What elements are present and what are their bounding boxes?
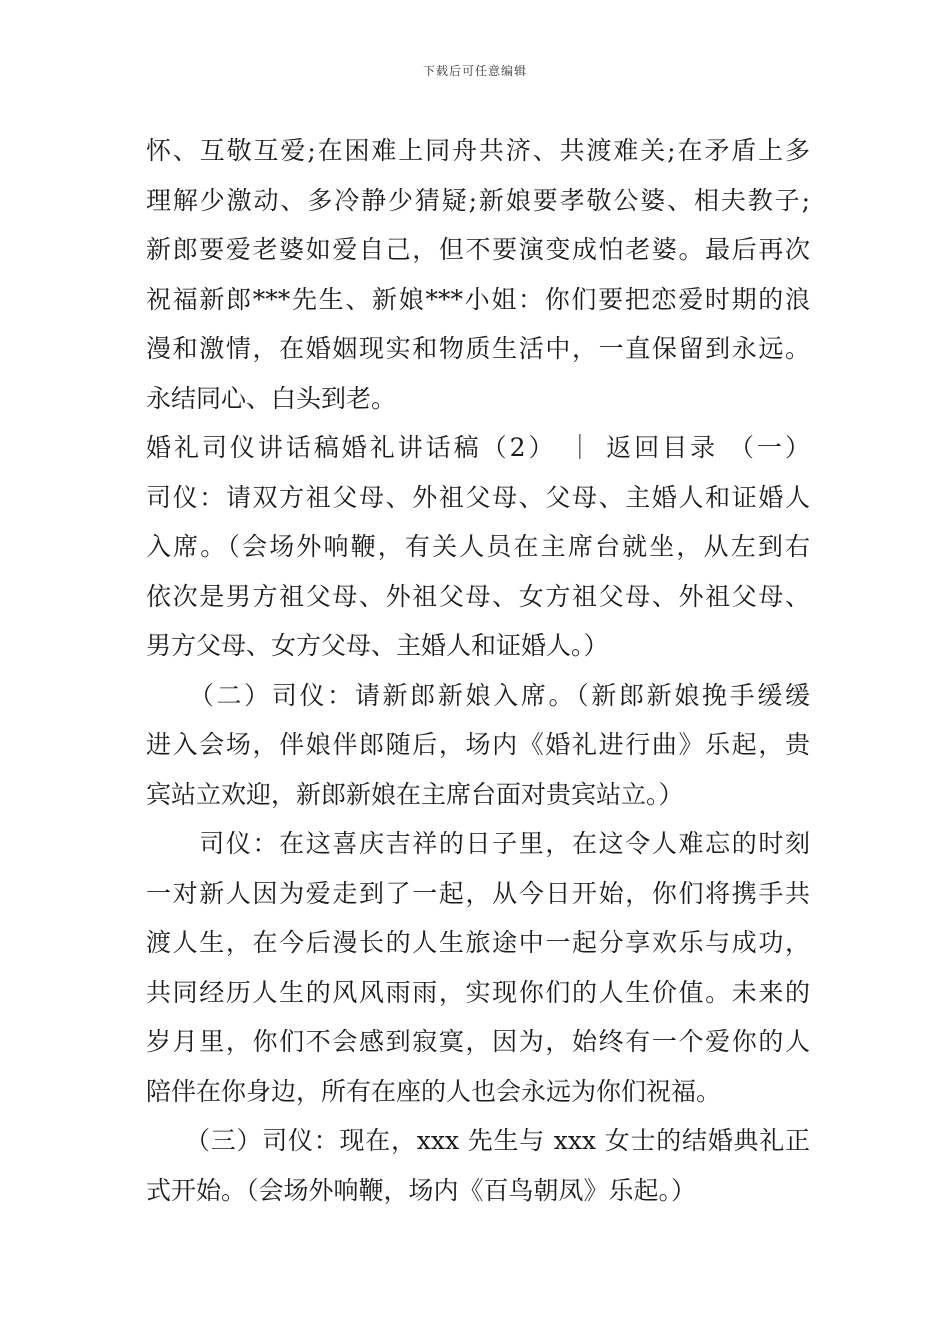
text-line: 依次是男方祖父母、外祖父母、女方祖父母、外祖父母、: [146, 581, 810, 611]
text-line: 新郎要爱老婆如爱自己，但不要演变成怕老婆。最后再次: [146, 235, 810, 264]
text-line: 入席。（会场外响鞭，有关人员在主席台就坐，从左到右: [146, 532, 810, 561]
text-line: 宾站立欢迎，新郎新娘在主席台面对贵宾站立。）: [146, 779, 684, 809]
text-line: 理解少激动、多冷静少猜疑;新娘要孝敬公婆、相夫教子;: [146, 185, 810, 215]
text-line: 男方父母、女方父母、主婚人和证婚人。）: [146, 631, 609, 660]
page-header: 下载后可任意编辑: [422, 64, 527, 78]
text-line: 陪伴在你身边，所有在座的人也会永远为你们祝福。: [146, 1076, 722, 1106]
text-line: 式开始。（会场外响鞭，场内《百鸟朝凤》乐起。）: [146, 1175, 697, 1205]
text-line: 司仪：请双方祖父母、外祖父母、父母、主婚人和证婚人: [146, 482, 810, 512]
text-line: 渡人生，在今后漫长的人生旅途中一起分享欢乐与成功，: [146, 928, 810, 957]
text-line: 司仪：在这喜庆吉祥的日子里，在这令人难忘的时刻: [146, 829, 810, 858]
text-line: 祝福新郎***先生、新娘***小姐：你们要把恋爱时期的浪: [146, 284, 810, 314]
text-line: 永结同心、白头到老。: [146, 383, 397, 413]
text-line: 一对新人因为爱走到了一起，从今日开始，你们将携手共: [146, 878, 810, 908]
text-line: （二）司仪：请新郎新娘入席。（新郎新娘挽手缓缓: [146, 680, 810, 710]
text-line: 怀、互敬互爱;在困难上同舟共济、共渡难关;在矛盾上多: [146, 136, 810, 165]
text-line: 共同经历人生的风风雨雨，实现你们的人生价值。未来的: [146, 977, 810, 1007]
text-line: 婚礼司仪讲话稿婚礼讲话稿（2） ｜ 返回目录 （一）: [146, 433, 810, 462]
document-body: [146, 126, 810, 1215]
text-line: 岁月里，你们不会感到寂寞，因为，始终有一个爱你的人: [146, 1027, 810, 1056]
text-line: （三）司仪：现在，xxx 先生与 xxx 女士的结婚典礼正: [146, 1126, 810, 1155]
text-line: 漫和激情，在婚姻现实和物质生活中，一直保留到永远。: [146, 334, 810, 363]
text-line: 进入会场，伴娘伴郎随后，场内《婚礼进行曲》乐起，贵: [146, 730, 810, 759]
